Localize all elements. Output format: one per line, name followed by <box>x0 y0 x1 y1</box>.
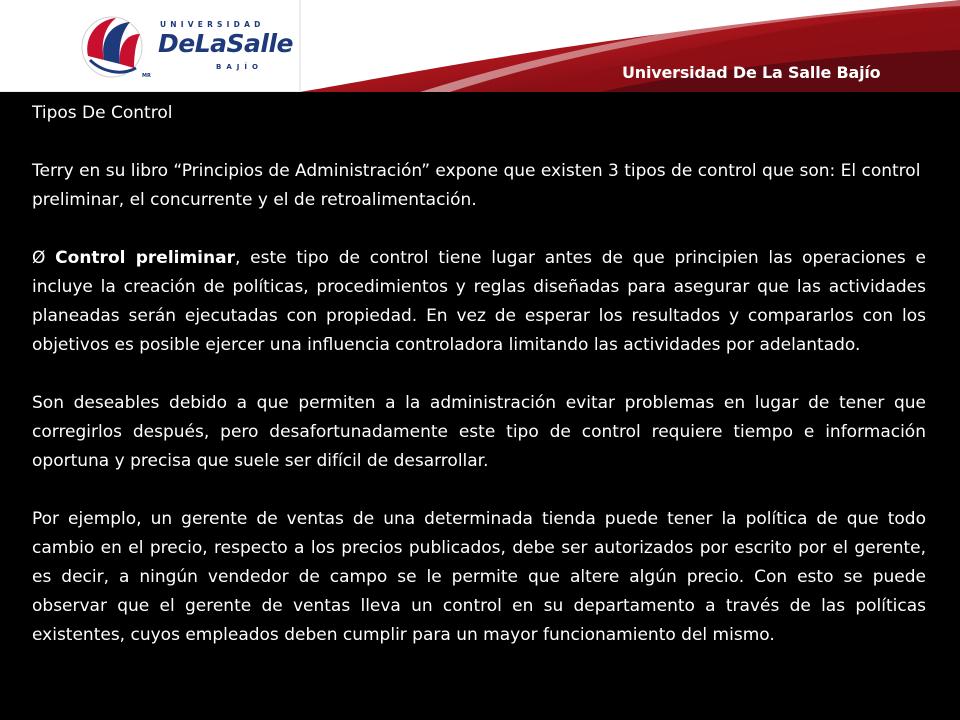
section-title: Tipos De Control <box>32 103 173 123</box>
intro-paragraph: Terry en su libro “Principios de Administración” expone que existen 3 tipos de control que son: El control preliminar, el concurrente y el de retroalimentación. <box>32 161 921 210</box>
university-logo <box>78 10 308 84</box>
logo-bottom-text: BAJÍO <box>216 63 263 71</box>
paragraph-advantages: Son deseables debido a que permiten a la administración evitar problemas en lugar de tener que corregirlos después, pero desafortunadamente este tipo de control requiere tiempo e información oportuna y precisa que suele ser difícil de desarrollar. <box>32 393 926 471</box>
delasalle-shield-logo-icon <box>78 10 152 84</box>
logo-top-text: UNIVERSIDAD <box>160 20 265 29</box>
logo-trademark: MR <box>142 73 151 79</box>
bullet-text: , este tipo de control tiene lugar antes de que principien las operaciones e incluye la creación de políticas, procedimientos y reglas diseñadas para asegurar que las actividades planeadas serán ejecutadas con propiedad. En vez de esperar los resultados y compararlos con los objetivos es posible ejercer una influencia controladora limitando las actividades por adelantado. <box>32 248 926 355</box>
paragraph-example: Por ejemplo, un gerente de ventas de una determinada tienda puede tener la política de que todo cambio en el precio, respecto a los precios publicados, debe ser autorizados por escrito por el gerente, es decir, a ningún vendedor de campo se le permite que altere algún precio. Con esto se puede observar que el gerente de ventas lleva un control en su departamento a través de las políticas existentes, cuyos empleados deben cumplir para un mayor funcionamiento del mismo. <box>32 509 926 645</box>
bullet-heading: Control preliminar <box>55 248 235 268</box>
slide-body <box>32 99 926 650</box>
bullet-paragraph <box>32 244 926 360</box>
header-banner <box>0 0 960 92</box>
bullet-symbol: Ø <box>32 248 46 268</box>
banner-title: Universidad De La Salle Bajío <box>622 63 881 82</box>
logo-name-text: DeLaSalle <box>158 29 293 58</box>
